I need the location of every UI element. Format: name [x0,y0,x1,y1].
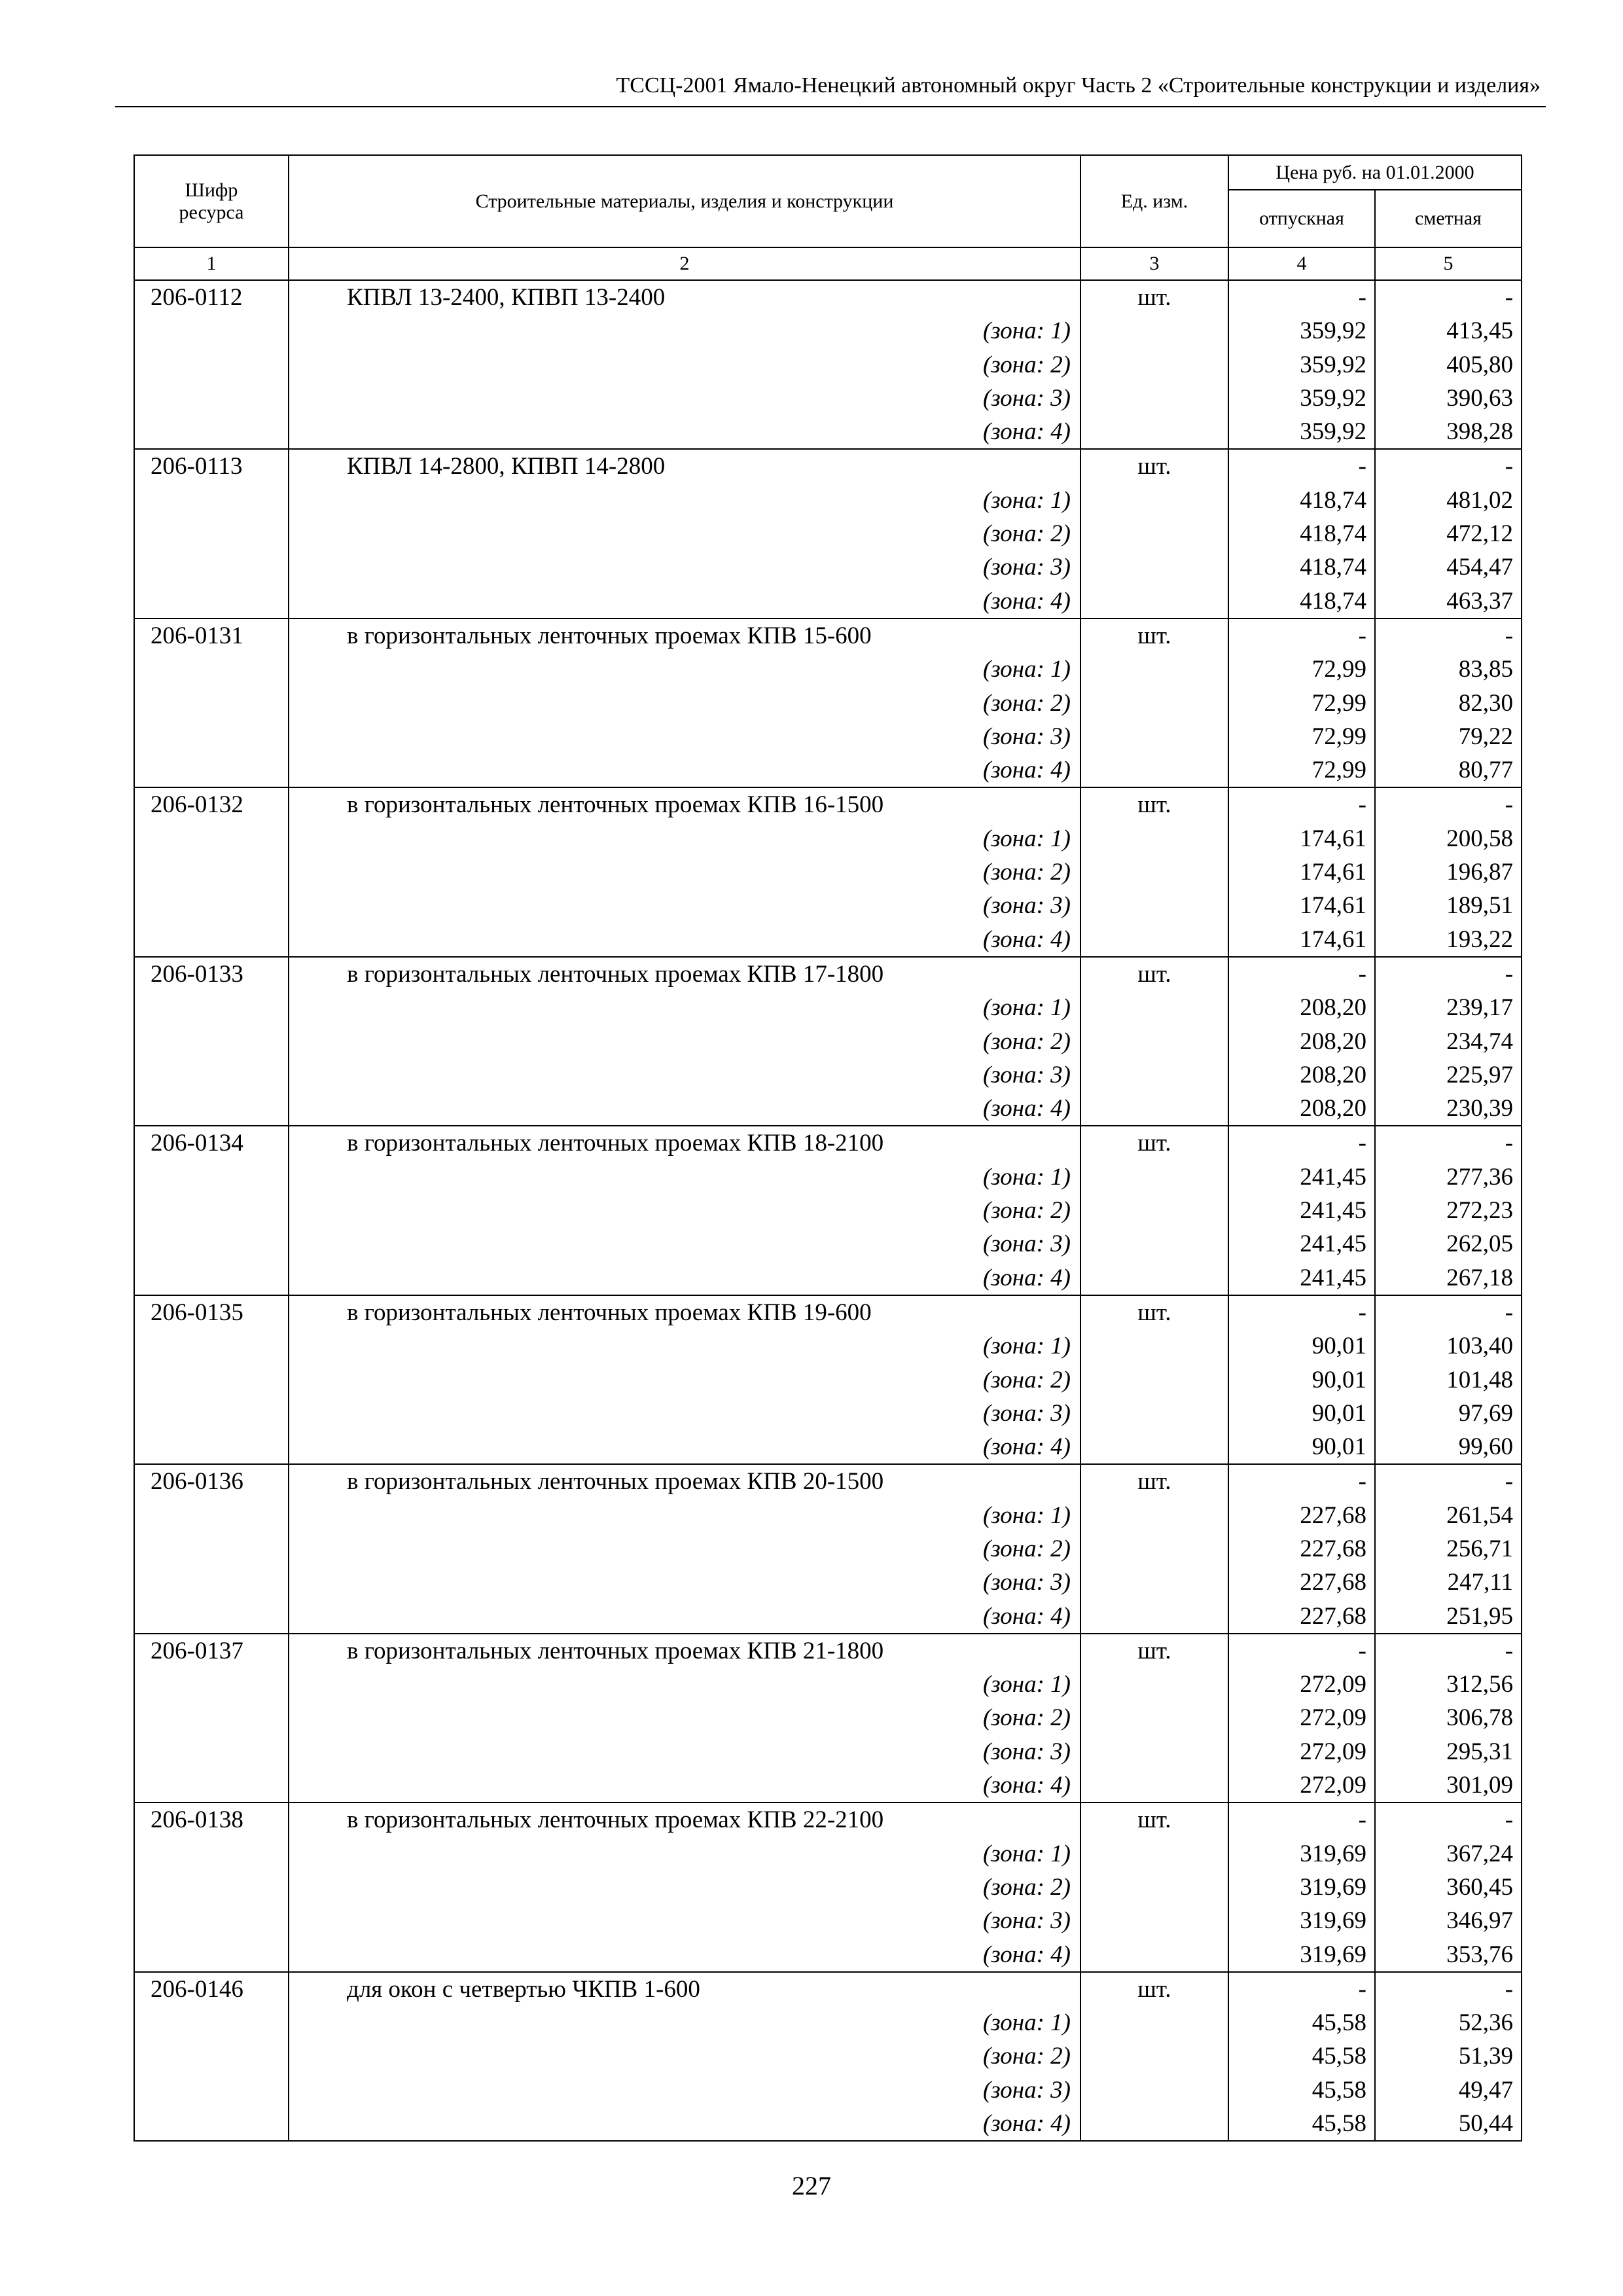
estimate-price-cell [1375,1126,1522,1295]
release-price: 174,61 [1300,925,1366,953]
resource-code: 206-0132 [151,791,243,819]
resource-code: 206-0133 [151,960,243,988]
estimate-price: - [1505,960,1514,988]
zone-label: (зона: 2) [982,1366,1071,1393]
item-name: в горизонтальных ленточных проемах КПВ 16-1500 [347,791,884,819]
resource-code-cell [134,449,289,618]
unit-cell [1080,1295,1228,1464]
estimate-price: - [1505,1806,1514,1834]
unit: шт. [1137,1130,1171,1157]
resource-code: 206-0113 [151,453,243,480]
zone-label: (зона: 4) [982,1095,1071,1122]
release-price: 45,58 [1311,2076,1366,2104]
release-price: 241,45 [1300,1163,1366,1191]
estimate-price-cell [1375,957,1522,1126]
zone-label: (зона: 2) [982,520,1071,548]
running-header-text: ТССЦ-2001 Ямало-Ненецкий автономный округ Часть 2 «Строительные конструкции и изделия» [616,73,1541,98]
resource-code-cell [134,1295,289,1464]
table-row [134,1972,1522,2141]
release-price: 72,99 [1311,757,1366,784]
estimate-price: 225,97 [1446,1061,1514,1088]
release-price: 72,99 [1311,723,1366,750]
unit-cell [1080,1464,1228,1633]
unit: шт. [1137,1975,1171,2003]
zone-label: (зона: 1) [982,1333,1071,1360]
unit-cell [1080,957,1228,1126]
release-price: 319,69 [1300,1873,1366,1901]
zone-label: (зона: 2) [982,689,1071,717]
resource-code: 206-0134 [151,1130,243,1157]
estimate-price: - [1505,1975,1514,2003]
release-price: - [1358,622,1366,649]
estimate-price: 277,36 [1446,1163,1514,1191]
estimate-price: 312,56 [1446,1671,1514,1698]
zone-label: (зона: 2) [982,1704,1071,1732]
zone-label: (зона: 1) [982,317,1071,345]
unit: шт. [1137,960,1171,988]
item-name: КПВЛ 14-2800, КПВП 14-2800 [347,453,666,480]
item-name: для окон с четвертью ЧКПВ 1-600 [347,1975,700,2003]
release-price: 90,01 [1311,1366,1366,1393]
estimate-price: - [1505,1468,1514,1496]
estimate-price: - [1505,1130,1514,1157]
unit-cell [1080,1803,1228,1971]
zone-label: (зона: 4) [982,757,1071,784]
release-price: 72,99 [1311,689,1366,717]
estimate-price: 463,37 [1446,587,1514,615]
zone-label: (зона: 3) [982,1230,1071,1258]
estimate-price: 97,69 [1458,1399,1514,1427]
zone-label: (зона: 1) [982,825,1071,852]
release-price-cell [1228,280,1375,449]
unit-cell [1080,1126,1228,1295]
unit: шт. [1137,622,1171,649]
release-price: - [1358,960,1366,988]
unit-cell [1080,280,1228,449]
zone-label: (зона: 3) [982,723,1071,750]
release-price-cell [1228,1464,1375,1633]
release-price: 45,58 [1311,2110,1366,2138]
zone-label: (зона: 4) [982,587,1071,615]
estimate-price-cell [1375,449,1522,618]
table-row [134,280,1522,449]
resource-code: 206-0146 [151,1975,243,2003]
release-price: 227,68 [1300,1501,1366,1529]
estimate-price: 481,02 [1446,486,1514,514]
release-price-cell [1228,619,1375,787]
zone-label: (зона: 1) [982,486,1071,514]
release-price: 359,92 [1300,384,1366,412]
release-price: - [1358,1806,1366,1834]
zone-label: (зона: 2) [982,351,1071,378]
resource-code: 206-0137 [151,1637,243,1664]
zone-label: (зона: 3) [982,554,1071,581]
table-row [134,1634,1522,1803]
estimate-price: 193,22 [1446,925,1514,953]
zone-label: (зона: 3) [982,2076,1071,2104]
release-price: 208,20 [1300,1095,1366,1122]
zone-label: (зона: 1) [982,656,1071,683]
zone-label: (зона: 4) [982,1433,1071,1461]
item-name-cell [289,619,1080,787]
item-name: в горизонтальных ленточных проемах КПВ 20-1500 [347,1468,884,1496]
col-number: 2 [289,247,1080,280]
resource-code: 206-0138 [151,1806,243,1834]
item-name-cell [289,957,1080,1126]
release-price: 272,09 [1300,1671,1366,1698]
estimate-price: 261,54 [1446,1501,1514,1529]
release-price: 418,74 [1300,520,1366,548]
header-price: Цена руб. на 01.01.2000 [1228,155,1522,190]
zone-label: (зона: 1) [982,1671,1071,1698]
estimate-price: 256,71 [1446,1535,1514,1562]
estimate-price: 251,95 [1446,1602,1514,1630]
header-code: Шифр ресурса [134,155,289,247]
table-row [134,449,1522,618]
resource-code-cell [134,1126,289,1295]
item-name-cell [289,1295,1080,1464]
table-row [134,1295,1522,1464]
estimate-price-cell [1375,1295,1522,1464]
col-number: 4 [1228,247,1375,280]
table-row [134,1803,1522,1971]
estimate-price: 52,36 [1458,2009,1514,2037]
release-price: 241,45 [1300,1264,1366,1291]
release-price: 174,61 [1300,859,1366,886]
estimate-price: 295,31 [1446,1738,1514,1765]
release-price: - [1358,1975,1366,2003]
item-name: КПВЛ 13-2400, КПВП 13-2400 [347,284,666,311]
estimate-price: 79,22 [1458,723,1514,750]
unit-cell [1080,1972,1228,2141]
zone-label: (зона: 2) [982,1873,1071,1901]
zone-label: (зона: 4) [982,1602,1071,1630]
estimate-price: - [1505,453,1514,480]
estimate-price: 51,39 [1458,2043,1514,2070]
resource-code-cell [134,619,289,787]
release-price-cell [1228,1295,1375,1464]
estimate-price: - [1505,622,1514,649]
estimate-price: 99,60 [1458,1433,1514,1461]
release-price: - [1358,453,1366,480]
zone-label: (зона: 1) [982,1840,1071,1867]
table-row [134,619,1522,787]
unit: шт. [1137,1299,1171,1326]
estimate-price-cell [1375,1803,1522,1971]
header-estimate: сметная [1375,190,1522,247]
resource-code: 206-0135 [151,1299,243,1326]
estimate-price: 83,85 [1458,656,1514,683]
zone-label: (зона: 4) [982,1772,1071,1799]
item-name-cell [289,1634,1080,1803]
table-row [134,787,1522,956]
estimate-price: 306,78 [1446,1704,1514,1732]
item-name: в горизонтальных ленточных проемах КПВ 19-600 [347,1299,872,1326]
release-price: 319,69 [1300,1941,1366,1968]
unit: шт. [1137,1637,1171,1664]
unit: шт. [1137,1806,1171,1834]
release-price-cell [1228,1803,1375,1971]
estimate-price: 472,12 [1446,520,1514,548]
release-price: 90,01 [1311,1399,1366,1427]
item-name: в горизонтальных ленточных проемах КПВ 18-2100 [347,1130,884,1157]
estimate-price: - [1505,1637,1514,1664]
resource-code-cell [134,1634,289,1803]
zone-label: (зона: 2) [982,2043,1071,2070]
release-price-cell [1228,957,1375,1126]
estimate-price-cell [1375,1464,1522,1633]
zone-label: (зона: 3) [982,892,1071,920]
release-price: 418,74 [1300,587,1366,615]
zone-label: (зона: 2) [982,1197,1071,1225]
zone-label: (зона: 4) [982,1941,1071,1968]
resource-code-cell [134,280,289,449]
release-price: 319,69 [1300,1840,1366,1867]
zone-label: (зона: 3) [982,1738,1071,1765]
release-price: 72,99 [1311,656,1366,683]
unit-cell [1080,1634,1228,1803]
release-price: - [1358,1130,1366,1157]
zone-label: (зона: 3) [982,384,1071,412]
unit: шт. [1137,1468,1171,1496]
zone-label: (зона: 1) [982,2009,1071,2037]
estimate-price: 367,24 [1446,1840,1514,1867]
release-price: 418,74 [1300,554,1366,581]
item-name-cell [289,787,1080,956]
header-name: Строительные материалы, изделия и конструкции [289,155,1080,247]
item-name: в горизонтальных ленточных проемах КПВ 15-600 [347,622,872,649]
release-price-cell [1228,1972,1375,2141]
zone-label: (зона: 4) [982,1264,1071,1291]
release-price: 241,45 [1300,1230,1366,1258]
estimate-price: 267,18 [1446,1264,1514,1291]
estimate-price: 413,45 [1446,317,1514,345]
price-table [134,154,1522,2142]
zone-label: (зона: 2) [982,1535,1071,1562]
release-price-cell [1228,1126,1375,1295]
release-price: 272,09 [1300,1772,1366,1799]
estimate-price: - [1505,791,1514,819]
unit: шт. [1137,284,1171,311]
estimate-price: - [1505,284,1514,311]
estimate-price: 189,51 [1446,892,1514,920]
estimate-price: 234,74 [1446,1028,1514,1055]
resource-code-cell [134,1972,289,2141]
item-name-cell [289,1972,1080,2141]
unit-cell [1080,787,1228,956]
table-row [134,1464,1522,1633]
estimate-price: 50,44 [1458,2110,1514,2138]
estimate-price: 454,47 [1446,554,1514,581]
unit-cell [1080,619,1228,787]
release-price-cell [1228,1634,1375,1803]
release-price: 174,61 [1300,825,1366,852]
estimate-price: - [1505,1299,1514,1326]
release-price: 272,09 [1300,1738,1366,1765]
estimate-price-cell [1375,1634,1522,1803]
zone-label: (зона: 2) [982,859,1071,886]
estimate-price: 80,77 [1458,757,1514,784]
estimate-price: 200,58 [1446,825,1514,852]
zone-label: (зона: 3) [982,1569,1071,1596]
col-number: 3 [1080,247,1228,280]
estimate-price: 196,87 [1446,859,1514,886]
release-price: 359,92 [1300,317,1366,345]
item-name-cell [289,449,1080,618]
resource-code: 206-0136 [151,1468,243,1496]
release-price: 208,20 [1300,1061,1366,1088]
zone-label: (зона: 2) [982,1028,1071,1055]
release-price: - [1358,1637,1366,1664]
estimate-price: 230,39 [1446,1095,1514,1122]
table-row [134,957,1522,1126]
estimate-price: 301,09 [1446,1772,1514,1799]
running-header [115,71,1546,107]
resource-code: 206-0112 [151,284,243,311]
item-name-cell [289,280,1080,449]
estimate-price: 390,63 [1446,384,1514,412]
release-price: 227,68 [1300,1535,1366,1562]
release-price: - [1358,791,1366,819]
estimate-price: 272,23 [1446,1197,1514,1225]
zone-label: (зона: 3) [982,1399,1071,1427]
estimate-price-cell [1375,787,1522,956]
release-price: 241,45 [1300,1197,1366,1225]
release-price: - [1358,284,1366,311]
estimate-price: 103,40 [1446,1333,1514,1360]
release-price: 319,69 [1300,1907,1366,1935]
resource-code-cell [134,787,289,956]
item-name-cell [289,1464,1080,1633]
estimate-price: 247,11 [1447,1569,1514,1596]
unit-cell [1080,449,1228,618]
zone-label: (зона: 3) [982,1061,1071,1088]
release-price: 90,01 [1311,1333,1366,1360]
release-price: 208,20 [1300,1028,1366,1055]
release-price: 208,20 [1300,994,1366,1022]
estimate-price: 398,28 [1446,418,1514,446]
release-price: 272,09 [1300,1704,1366,1732]
estimate-price-cell [1375,280,1522,449]
zone-label: (зона: 1) [982,994,1071,1022]
release-price: - [1358,1299,1366,1326]
estimate-price: 49,47 [1458,2076,1514,2104]
release-price: 227,68 [1300,1569,1366,1596]
estimate-price: 346,97 [1446,1907,1514,1935]
unit: шт. [1137,791,1171,819]
release-price: 418,74 [1300,486,1366,514]
item-name: в горизонтальных ленточных проемах КПВ 22-2100 [347,1806,884,1834]
item-name-cell [289,1803,1080,1971]
estimate-price: 353,76 [1446,1941,1514,1968]
estimate-price: 262,05 [1446,1230,1514,1258]
resource-code-cell [134,957,289,1126]
release-price: 90,01 [1311,1433,1366,1461]
release-price: 45,58 [1311,2043,1366,2070]
estimate-price: 239,17 [1446,994,1514,1022]
release-price: 174,61 [1300,892,1366,920]
zone-label: (зона: 1) [982,1501,1071,1529]
item-name-cell [289,1126,1080,1295]
item-name: в горизонтальных ленточных проемах КПВ 21-1800 [347,1637,884,1664]
zone-label: (зона: 4) [982,2110,1071,2138]
zone-label: (зона: 3) [982,1907,1071,1935]
estimate-price-cell [1375,619,1522,787]
zone-label: (зона: 4) [982,925,1071,953]
release-price: 359,92 [1300,351,1366,378]
release-price-cell [1228,449,1375,618]
estimate-price: 101,48 [1446,1366,1514,1393]
zone-label: (зона: 4) [982,418,1071,446]
release-price: 359,92 [1300,418,1366,446]
release-price: 45,58 [1311,2009,1366,2037]
unit: шт. [1137,453,1171,480]
estimate-price: 360,45 [1446,1873,1514,1901]
page-number: 227 [792,2171,831,2200]
col-number: 5 [1375,247,1522,280]
resource-code: 206-0131 [151,622,243,649]
col-number: 1 [134,247,289,280]
item-name: в горизонтальных ленточных проемах КПВ 17-1800 [347,960,884,988]
estimate-price: 405,80 [1446,351,1514,378]
resource-code-cell [134,1464,289,1633]
release-price-cell [1228,787,1375,956]
release-price: - [1358,1468,1366,1496]
table-row [134,1126,1522,1295]
header-release: отпускная [1228,190,1375,247]
release-price: 227,68 [1300,1602,1366,1630]
header-unit: Ед. изм. [1080,155,1228,247]
estimate-price-cell [1375,1972,1522,2141]
resource-code-cell [134,1803,289,1971]
estimate-price: 82,30 [1458,689,1514,717]
zone-label: (зона: 1) [982,1163,1071,1191]
